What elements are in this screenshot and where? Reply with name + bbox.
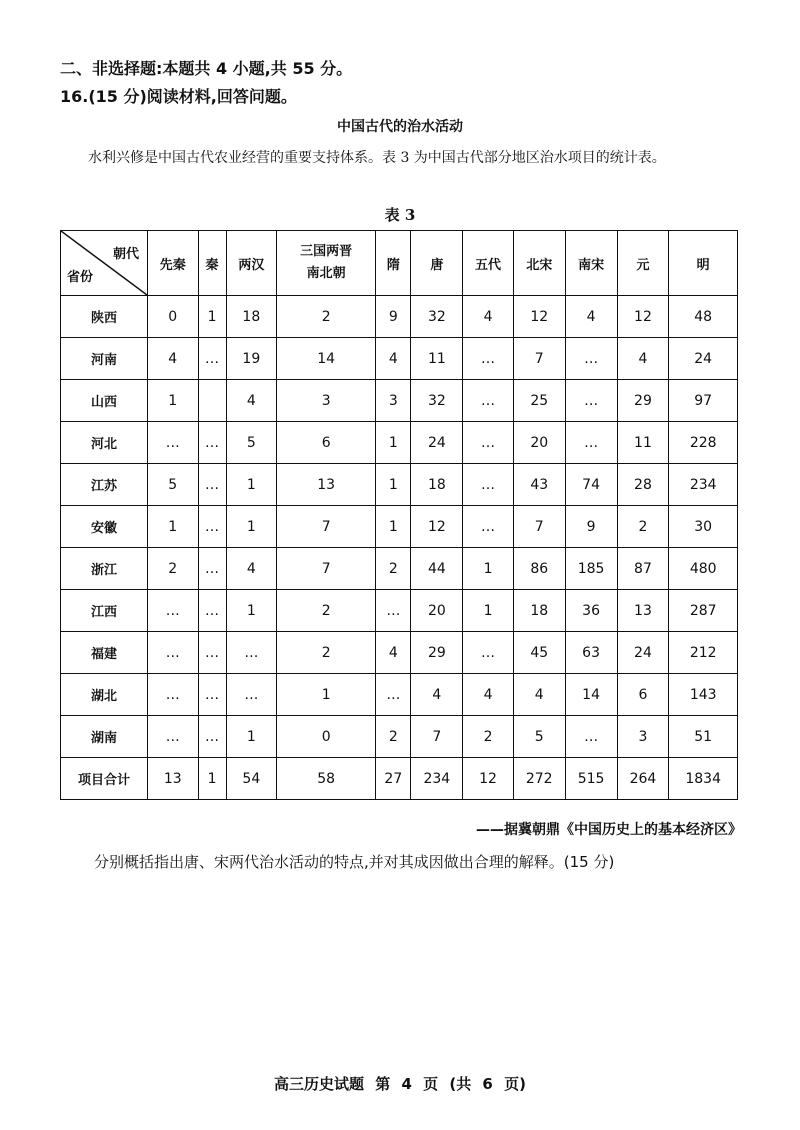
material-title: 中国古代的治水活动 bbox=[337, 119, 463, 135]
table-cell: 0 bbox=[277, 716, 376, 758]
table-cell: 287 bbox=[669, 590, 738, 632]
question-number: 16.(15 分)阅读材料,回答问题。 bbox=[60, 87, 297, 106]
table-cell: 1834 bbox=[669, 758, 738, 800]
table-cell bbox=[198, 380, 226, 422]
table-cell: 12 bbox=[411, 506, 463, 548]
table-cell: 24 bbox=[617, 632, 669, 674]
table-cell: 4 bbox=[148, 338, 199, 380]
table-cell: 1 bbox=[226, 464, 277, 506]
table-row bbox=[61, 590, 738, 632]
table-cell: 2 bbox=[277, 632, 376, 674]
table-cell: 45 bbox=[513, 632, 565, 674]
table-cell: … bbox=[463, 380, 514, 422]
table-cell: … bbox=[198, 422, 226, 464]
table-cell: 29 bbox=[617, 380, 669, 422]
table-cell: 9 bbox=[565, 506, 617, 548]
table-cell: 27 bbox=[376, 758, 411, 800]
table-cell: 4 bbox=[463, 296, 514, 338]
table-cell: … bbox=[376, 590, 411, 632]
table-cell: … bbox=[148, 674, 199, 716]
table-row bbox=[61, 380, 738, 422]
table-cell: 7 bbox=[277, 548, 376, 590]
table-cell: 212 bbox=[669, 632, 738, 674]
table-cell: 6 bbox=[617, 674, 669, 716]
table-corner-cell bbox=[61, 231, 148, 296]
table-cell: 185 bbox=[565, 548, 617, 590]
table-cell: 1 bbox=[198, 296, 226, 338]
table-cell: 20 bbox=[411, 590, 463, 632]
table-cell: 13 bbox=[617, 590, 669, 632]
table-cell: 2 bbox=[463, 716, 514, 758]
table-cell: … bbox=[198, 674, 226, 716]
table-cell: 12 bbox=[513, 296, 565, 338]
table-cell: 4 bbox=[226, 380, 277, 422]
table-cell: 1 bbox=[148, 506, 199, 548]
table-cell: 1 bbox=[463, 548, 514, 590]
table-cell: 13 bbox=[277, 464, 376, 506]
table-cell: 1 bbox=[376, 464, 411, 506]
table-cell: 4 bbox=[411, 674, 463, 716]
table-cell: 1 bbox=[376, 422, 411, 464]
table-cell: 9 bbox=[376, 296, 411, 338]
table-cell: … bbox=[565, 338, 617, 380]
table-cell: … bbox=[198, 548, 226, 590]
header-dynasty: 元 bbox=[617, 231, 669, 296]
province-label: 河南 bbox=[61, 338, 148, 380]
table-cell: 3 bbox=[277, 380, 376, 422]
table-cell: 54 bbox=[226, 758, 277, 800]
table-cell: … bbox=[565, 380, 617, 422]
table-cell: 4 bbox=[463, 674, 514, 716]
table-cell: 1 bbox=[226, 506, 277, 548]
table-row bbox=[61, 422, 738, 464]
header-dynasty-line: 南北朝 bbox=[306, 266, 346, 281]
table-cell: 12 bbox=[617, 296, 669, 338]
province-label: 福建 bbox=[61, 632, 148, 674]
table-cell: … bbox=[463, 464, 514, 506]
table-cell: … bbox=[463, 422, 514, 464]
table-cell: 51 bbox=[669, 716, 738, 758]
header-dynasty: 隋 bbox=[376, 231, 411, 296]
table-cell: 5 bbox=[226, 422, 277, 464]
table-cell: 2 bbox=[617, 506, 669, 548]
corner-dynasty-label: 朝代 bbox=[112, 247, 139, 262]
table-cell: 1 bbox=[463, 590, 514, 632]
table-cell: 1 bbox=[226, 590, 277, 632]
table-cell: 0 bbox=[148, 296, 199, 338]
table-cell: 87 bbox=[617, 548, 669, 590]
header-dynasty: 两汉 bbox=[226, 231, 277, 296]
table-cell: 19 bbox=[226, 338, 277, 380]
table-cell: 30 bbox=[669, 506, 738, 548]
table-cell: 7 bbox=[277, 506, 376, 548]
table-cell: … bbox=[148, 590, 199, 632]
table-cell: 264 bbox=[617, 758, 669, 800]
table-cell: … bbox=[565, 716, 617, 758]
table-cell: 1 bbox=[148, 380, 199, 422]
table-row bbox=[61, 338, 738, 380]
table-cell: 13 bbox=[148, 758, 199, 800]
province-label: 山西 bbox=[61, 380, 148, 422]
table-cell: … bbox=[226, 632, 277, 674]
table-cell: 4 bbox=[376, 338, 411, 380]
table-cell: 48 bbox=[669, 296, 738, 338]
table-cell: 86 bbox=[513, 548, 565, 590]
table-cell: … bbox=[198, 632, 226, 674]
table-cell: 32 bbox=[411, 296, 463, 338]
table-cell: 29 bbox=[411, 632, 463, 674]
table-cell: 43 bbox=[513, 464, 565, 506]
table-cell: 6 bbox=[277, 422, 376, 464]
table-cell: 74 bbox=[565, 464, 617, 506]
header-dynasty: 明 bbox=[669, 231, 738, 296]
table-cell: 4 bbox=[513, 674, 565, 716]
table-header-row bbox=[61, 231, 738, 296]
table-cell: 11 bbox=[617, 422, 669, 464]
table-row bbox=[61, 758, 738, 800]
table-cell: 20 bbox=[513, 422, 565, 464]
province-label: 安徽 bbox=[61, 506, 148, 548]
table-cell: 1 bbox=[198, 758, 226, 800]
source-citation: ——据冀朝鼎《中国历史上的基本经济区》 bbox=[476, 822, 742, 838]
table-cell: 32 bbox=[411, 380, 463, 422]
province-label: 项目合计 bbox=[61, 758, 148, 800]
table-cell: 480 bbox=[669, 548, 738, 590]
province-label: 湖南 bbox=[61, 716, 148, 758]
page-footer: 高三历史试题 第 4 页 (共 6 页) bbox=[274, 1075, 526, 1093]
province-label: 陕西 bbox=[61, 296, 148, 338]
table-cell: 7 bbox=[513, 338, 565, 380]
table-body bbox=[61, 296, 738, 800]
table-row bbox=[61, 548, 738, 590]
table-cell: … bbox=[148, 422, 199, 464]
table-cell: 4 bbox=[565, 296, 617, 338]
table-cell: … bbox=[148, 632, 199, 674]
table-caption: 表 3 bbox=[384, 206, 416, 224]
province-label: 江苏 bbox=[61, 464, 148, 506]
table-cell: 2 bbox=[376, 716, 411, 758]
table-cell: … bbox=[463, 338, 514, 380]
table-cell: 2 bbox=[277, 590, 376, 632]
water-projects-table bbox=[60, 230, 738, 800]
diagonal-line bbox=[61, 231, 147, 295]
table-cell: … bbox=[376, 674, 411, 716]
table-cell: 4 bbox=[617, 338, 669, 380]
table-cell: 234 bbox=[669, 464, 738, 506]
table-row bbox=[61, 296, 738, 338]
corner-province-label: 省份 bbox=[67, 270, 94, 285]
table-row bbox=[61, 716, 738, 758]
province-label: 河北 bbox=[61, 422, 148, 464]
table-cell: 14 bbox=[565, 674, 617, 716]
header-dynasty: 先秦 bbox=[148, 231, 199, 296]
table-cell: 1 bbox=[376, 506, 411, 548]
table-cell: 3 bbox=[617, 716, 669, 758]
table-cell: … bbox=[463, 506, 514, 548]
table-row bbox=[61, 674, 738, 716]
table-row bbox=[61, 506, 738, 548]
table-cell: 2 bbox=[277, 296, 376, 338]
table-cell: … bbox=[226, 674, 277, 716]
table-cell: 97 bbox=[669, 380, 738, 422]
table-cell: 12 bbox=[463, 758, 514, 800]
header-dynasty: 唐 bbox=[411, 231, 463, 296]
table-cell: 2 bbox=[148, 548, 199, 590]
table-row bbox=[61, 464, 738, 506]
header-dynasty: 五代 bbox=[463, 231, 514, 296]
province-label: 浙江 bbox=[61, 548, 148, 590]
table-cell: … bbox=[198, 590, 226, 632]
table-cell: … bbox=[198, 506, 226, 548]
table-cell: 58 bbox=[277, 758, 376, 800]
table-cell: 24 bbox=[669, 338, 738, 380]
table-cell: 272 bbox=[513, 758, 565, 800]
question-prompt: 分别概括指出唐、宋两代治水活动的特点,并对其成因做出合理的解释。(15 分) bbox=[94, 853, 615, 871]
table-cell: 515 bbox=[565, 758, 617, 800]
table-cell: 28 bbox=[617, 464, 669, 506]
table-cell: 5 bbox=[148, 464, 199, 506]
table-cell: … bbox=[565, 422, 617, 464]
table-cell: 24 bbox=[411, 422, 463, 464]
table-cell: 18 bbox=[226, 296, 277, 338]
table-cell: 44 bbox=[411, 548, 463, 590]
table-cell: … bbox=[198, 338, 226, 380]
header-dynasty-sgjnbc bbox=[277, 231, 376, 296]
table-cell: 18 bbox=[411, 464, 463, 506]
table-cell: 7 bbox=[411, 716, 463, 758]
table-cell: 36 bbox=[565, 590, 617, 632]
table-cell: 4 bbox=[226, 548, 277, 590]
table-cell: 7 bbox=[513, 506, 565, 548]
header-dynasty: 北宋 bbox=[513, 231, 565, 296]
table-cell: 25 bbox=[513, 380, 565, 422]
table-row bbox=[61, 632, 738, 674]
table-cell: 18 bbox=[513, 590, 565, 632]
table-cell: 4 bbox=[376, 632, 411, 674]
section-heading: 二、非选择题:本题共 4 小题,共 55 分。 bbox=[60, 59, 353, 78]
material-text: 水利兴修是中国古代农业经营的重要支持体系。表 3 为中国古代部分地区治水项目的统计表。 bbox=[88, 150, 666, 166]
header-dynasty-line: 三国两晋 bbox=[300, 244, 353, 259]
table-cell: … bbox=[198, 716, 226, 758]
table-cell: 14 bbox=[277, 338, 376, 380]
province-label: 江西 bbox=[61, 590, 148, 632]
table-cell: 1 bbox=[226, 716, 277, 758]
table-cell: … bbox=[198, 464, 226, 506]
table-cell: 63 bbox=[565, 632, 617, 674]
province-label: 湖北 bbox=[61, 674, 148, 716]
table-cell: 234 bbox=[411, 758, 463, 800]
table-cell: 11 bbox=[411, 338, 463, 380]
table-cell: 228 bbox=[669, 422, 738, 464]
table-cell: 3 bbox=[376, 380, 411, 422]
table-cell: 143 bbox=[669, 674, 738, 716]
table-cell: 5 bbox=[513, 716, 565, 758]
header-dynasty: 南宋 bbox=[565, 231, 617, 296]
table-cell: … bbox=[148, 716, 199, 758]
table-cell: 2 bbox=[376, 548, 411, 590]
table-cell: 1 bbox=[277, 674, 376, 716]
table-cell: … bbox=[463, 632, 514, 674]
header-dynasty: 秦 bbox=[198, 231, 226, 296]
